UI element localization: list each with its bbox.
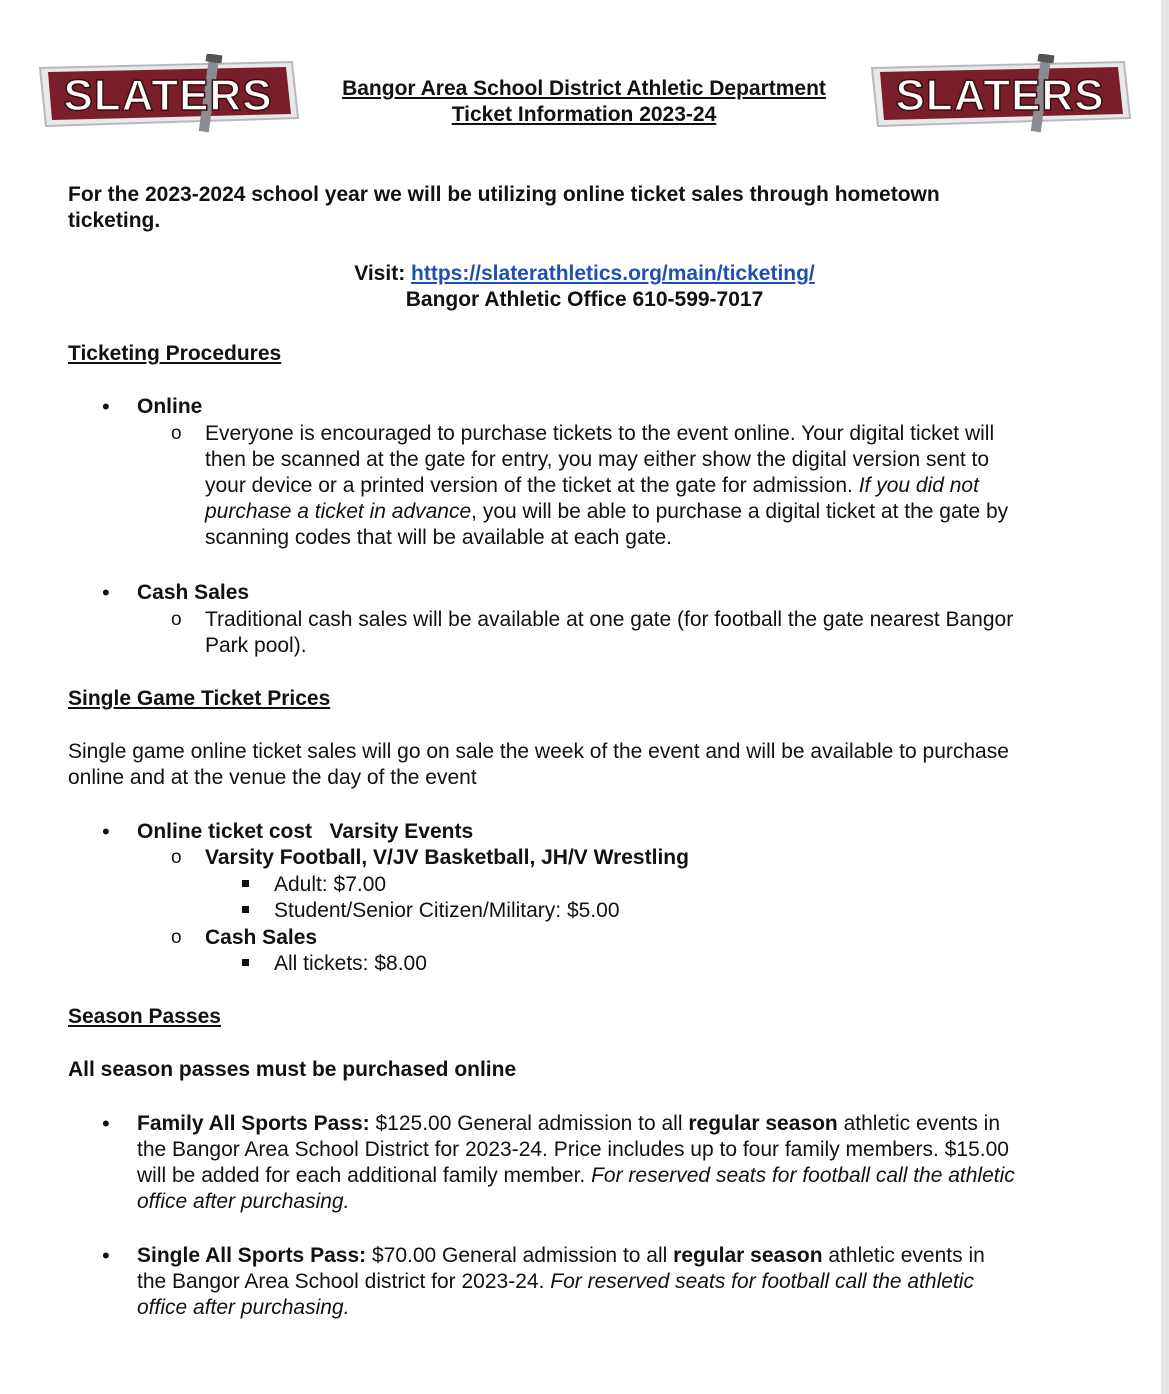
- single-line-2-b: For reserved seats for football call the athletic: [550, 1270, 974, 1293]
- online-line-4: [205, 499, 1008, 525]
- sub-bullet-circle: o: [171, 847, 182, 868]
- family-line-2: the Bangor Area School District for 2023-24. Price includes up to four family members. $15.00: [137, 1138, 1009, 1161]
- office-phone: Bangor Athletic Office 610-599-7017: [405, 288, 764, 311]
- single-game-desc-2: online and at the venue the day of the event: [68, 766, 477, 789]
- family-pass-label: Family All Sports Pass:: [137, 1112, 370, 1135]
- family-regular-season: regular season: [688, 1112, 838, 1135]
- document-title: [306, 76, 862, 128]
- bullet-dot: •: [102, 1111, 110, 1136]
- cash-sales-label-2: Cash Sales: [205, 926, 318, 949]
- logo-text: SLATERS: [63, 71, 273, 120]
- sub-bullet-circle: o: [171, 927, 182, 948]
- page-edge: [1161, 0, 1169, 1394]
- single-text-a: $70.00 General admission to all: [366, 1244, 674, 1267]
- intro-line-1: For the 2023-2024 school year we will be utilizing online ticket sales through hometown: [68, 183, 940, 206]
- family-text-a: $125.00 General admission to all: [369, 1112, 689, 1135]
- logo-text: SLATERS: [895, 71, 1105, 120]
- single-regular-season: regular season: [673, 1244, 823, 1267]
- online-cost-label: Online ticket cost Varsity Events: [137, 820, 474, 843]
- bullet-dot: •: [102, 580, 110, 605]
- single-text-c: athletic events in: [822, 1244, 985, 1267]
- family-line-1: [137, 1111, 1000, 1137]
- bullet-dot: •: [102, 1243, 110, 1268]
- online-italic-1: If you did not: [858, 474, 979, 497]
- student-price: Student/Senior Citizen/Military: $5.00: [274, 899, 620, 922]
- family-line-3-b: For reserved seats for football call the athletic: [591, 1164, 1015, 1187]
- square-bullet: [242, 906, 249, 913]
- season-heading: Season Passes: [68, 1005, 221, 1028]
- intro-line-2: ticketing.: [68, 209, 161, 232]
- ticketing-heading: Ticketing Procedures: [68, 342, 282, 365]
- bullet-dot: •: [102, 394, 110, 419]
- slaters-logo-right: [868, 54, 1132, 134]
- cash-line-1: Traditional cash sales will be available at one gate (for football the gate nearest Bangor: [205, 608, 1014, 631]
- sub-bullet-circle: o: [171, 609, 182, 630]
- adult-price: Adult: $7.00: [274, 873, 387, 896]
- square-bullet: [242, 880, 249, 887]
- varsity-label: Varsity Football, V/JV Basketball, JH/V Wrestling: [205, 846, 689, 869]
- all-tickets-price: All tickets: $8.00: [274, 952, 427, 975]
- document-header: [36, 54, 1132, 134]
- title-line-2: Ticket Information 2023-24: [451, 103, 717, 126]
- family-line-4: office after purchasing.: [137, 1190, 350, 1213]
- online-line-4-rest: , you will be able to purchase a digital ticket at the gate by: [471, 500, 1009, 523]
- bullet-dot: •: [102, 819, 110, 844]
- title-line-1: Bangor Area School District Athletic Department: [342, 77, 826, 100]
- online-line-5: scanning codes that will be available at each gate.: [205, 526, 672, 549]
- online-line-3: [205, 473, 979, 499]
- family-line-3: [137, 1163, 1015, 1189]
- sub-bullet-circle: o: [171, 423, 182, 444]
- ticketing-link[interactable]: https://slaterathletics.org/main/ticketing/: [411, 262, 815, 285]
- online-line-3-text: your device or a printed version of the ticket at the gate for admission.: [205, 474, 859, 497]
- single-line-1: [137, 1243, 985, 1269]
- visit-line: [0, 261, 1169, 287]
- online-line-2: then be scanned at the gate for entry, you may either show the digital version sent to: [205, 448, 990, 471]
- single-game-desc-1: Single game online ticket sales will go on sale the week of the event and will be available to purchase: [68, 740, 1009, 763]
- cash-sales-label: Cash Sales: [137, 581, 250, 604]
- single-pass-label: Single All Sports Pass:: [137, 1244, 367, 1267]
- season-note: All season passes must be purchased online: [68, 1058, 517, 1081]
- single-game-heading: Single Game Ticket Prices: [68, 687, 331, 710]
- visit-label: Visit:: [354, 262, 412, 285]
- online-label: Online: [137, 395, 203, 418]
- family-text-c: athletic events in: [837, 1112, 1001, 1135]
- family-line-3-a: will be added for each additional family member.: [137, 1164, 592, 1187]
- single-line-3: office after purchasing.: [137, 1296, 350, 1319]
- online-italic-2: purchase a ticket in advance: [205, 500, 472, 523]
- slaters-logo-left: [36, 54, 300, 134]
- cash-line-2: Park pool).: [205, 634, 307, 657]
- square-bullet: [242, 959, 249, 966]
- single-line-2-a: the Bangor Area School district for 2023-24.: [137, 1270, 551, 1293]
- single-line-2: [137, 1269, 974, 1295]
- online-line-1: Everyone is encouraged to purchase tickets to the event online. Your digital ticket will: [205, 422, 995, 445]
